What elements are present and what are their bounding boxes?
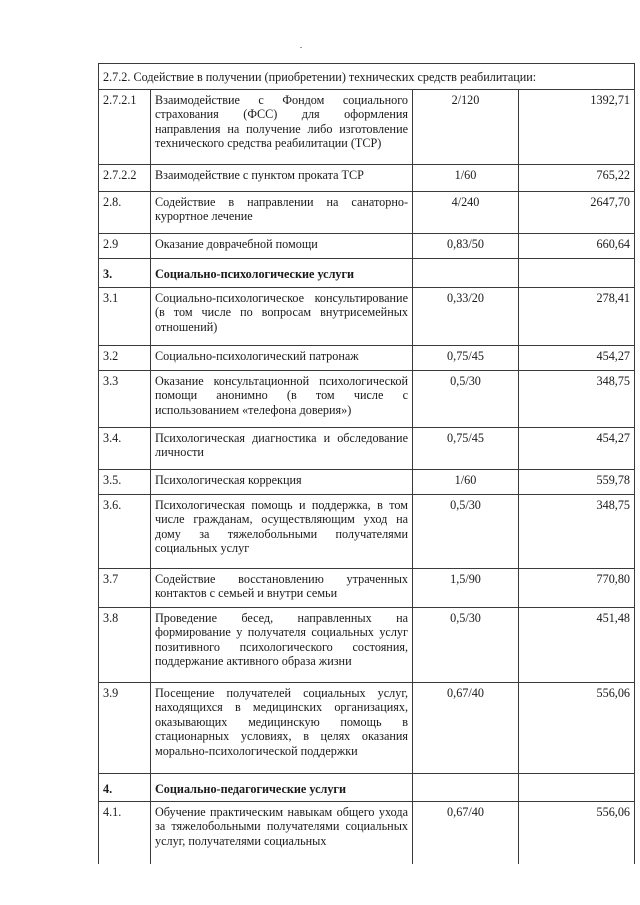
section-row	[99, 774, 635, 802]
subsection-header-row	[99, 64, 635, 90]
row-number: 2.8.	[99, 192, 151, 234]
time-norm: 4/240	[413, 192, 519, 234]
service-name: Содействие в направлении на санаторно-курортное лечение	[151, 192, 413, 234]
section-title: Социально-педагогические услуги	[151, 774, 413, 802]
scan-speck	[300, 47, 302, 48]
service-row	[99, 802, 635, 864]
row-number: 3.4.	[99, 428, 151, 470]
tariff-price: 556,06	[519, 683, 635, 774]
time-norm: 0,5/30	[413, 608, 519, 683]
time-norm: 1/60	[413, 470, 519, 495]
time-norm: 0,75/45	[413, 428, 519, 470]
service-name: Обучение практическим навыкам общего ухода за тяжелобольными получателями социальных услуг, получателями социальных	[151, 802, 413, 864]
tariff-price	[519, 774, 635, 802]
row-number: 2.7.2.2	[99, 165, 151, 192]
service-name: Содействие восстановлению утраченных контактов с семьей и внутри семьи	[151, 569, 413, 608]
tariff-price: 559,78	[519, 470, 635, 495]
service-name: Оказание консультационной психологической помощи анонимно (в том числе с использованием «телефона доверия»)	[151, 371, 413, 428]
row-number: 3.2	[99, 346, 151, 371]
row-number: 4.	[99, 774, 151, 802]
tariff-price	[519, 259, 635, 288]
service-row	[99, 683, 635, 774]
time-norm: 0,67/40	[413, 802, 519, 864]
tariff-price: 2647,70	[519, 192, 635, 234]
service-name: Социально-психологическое консультирование (в том числе по вопросам внутрисемейных отношений)	[151, 288, 413, 346]
time-norm: 0,33/20	[413, 288, 519, 346]
section-title: Социально-психологические услуги	[151, 259, 413, 288]
service-name: Социально-психологический патронаж	[151, 346, 413, 371]
tariff-price: 1392,71	[519, 90, 635, 165]
service-row	[99, 428, 635, 470]
row-number: 2.7.2.1	[99, 90, 151, 165]
time-norm: 0,67/40	[413, 683, 519, 774]
tariff-price: 770,80	[519, 569, 635, 608]
time-norm: 0,5/30	[413, 371, 519, 428]
service-name: Проведение бесед, направленных на формирование у получателя социальных услуг позитивного психологического состояния, поддержание активного образа жизни	[151, 608, 413, 683]
service-name: Психологическая помощь и поддержка, в том числе гражданам, осуществляющим уход на дому за тяжелобольными получателями социальных услуг	[151, 495, 413, 569]
service-row	[99, 371, 635, 428]
service-row	[99, 165, 635, 192]
time-norm	[413, 774, 519, 802]
service-row	[99, 288, 635, 346]
service-row	[99, 608, 635, 683]
service-row	[99, 470, 635, 495]
time-norm: 0,5/30	[413, 495, 519, 569]
service-row	[99, 90, 635, 165]
tariff-price: 348,75	[519, 371, 635, 428]
row-number: 4.1.	[99, 802, 151, 864]
section-row	[99, 259, 635, 288]
service-row	[99, 495, 635, 569]
tariff-price: 660,64	[519, 234, 635, 259]
time-norm: 1/60	[413, 165, 519, 192]
service-name: Оказание доврачебной помощи	[151, 234, 413, 259]
time-norm: 1,5/90	[413, 569, 519, 608]
tariff-price: 556,06	[519, 802, 635, 864]
service-name: Психологическая коррекция	[151, 470, 413, 495]
row-number: 3.9	[99, 683, 151, 774]
time-norm: 2/120	[413, 90, 519, 165]
tariff-price: 278,41	[519, 288, 635, 346]
tariff-price: 765,22	[519, 165, 635, 192]
row-number: 3.	[99, 259, 151, 288]
row-number: 3.6.	[99, 495, 151, 569]
services-tariff-table	[98, 63, 635, 864]
tariff-price: 451,48	[519, 608, 635, 683]
row-number: 3.8	[99, 608, 151, 683]
service-name: Посещение получателей социальных услуг, находящихся в медицинских организациях, оказывающих медицинскую помощь в стационарных условиях, в целях оказания морально-психологической поддержки	[151, 683, 413, 774]
tariff-price: 454,27	[519, 346, 635, 371]
row-number: 3.3	[99, 371, 151, 428]
tariff-price: 348,75	[519, 495, 635, 569]
time-norm: 0,83/50	[413, 234, 519, 259]
service-name: Взаимодействие с Фондом социального страхования (ФСС) для оформления направления на получение либо изготовление технического средства реабилитации (ТСР)	[151, 90, 413, 165]
service-row	[99, 569, 635, 608]
time-norm	[413, 259, 519, 288]
service-row	[99, 234, 635, 259]
subsection-header: 2.7.2. Содействие в получении (приобретении) технических средств реабилитации:	[99, 64, 635, 90]
row-number: 3.1	[99, 288, 151, 346]
row-number: 2.9	[99, 234, 151, 259]
time-norm: 0,75/45	[413, 346, 519, 371]
service-row	[99, 192, 635, 234]
row-number: 3.5.	[99, 470, 151, 495]
service-name: Психологическая диагностика и обследование личности	[151, 428, 413, 470]
service-name: Взаимодействие с пунктом проката ТСР	[151, 165, 413, 192]
service-row	[99, 346, 635, 371]
row-number: 3.7	[99, 569, 151, 608]
tariff-price: 454,27	[519, 428, 635, 470]
